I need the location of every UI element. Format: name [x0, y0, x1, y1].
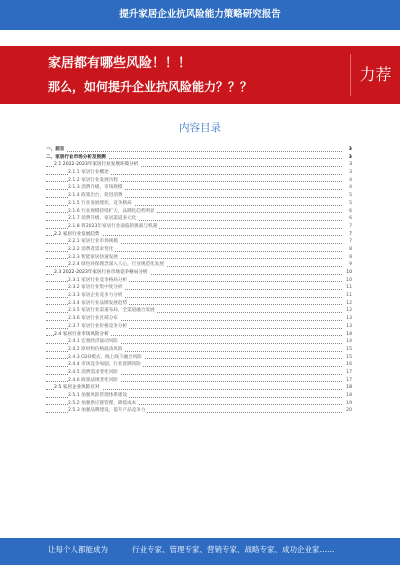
toc-page-number: 17 — [346, 377, 352, 383]
toc-page-number: 11 — [346, 293, 352, 299]
toc-entry-text: 2.1.5 行业发展现状，竞争格局 — [68, 200, 132, 206]
toc-page-number: 12 — [346, 300, 352, 306]
toc-page-number: 13 — [346, 316, 352, 322]
toc-entry-text: 2.4.5 消费需求变化风险 — [68, 369, 118, 375]
toc-entry-text: 2.5.2 加强供应链管理，降低成本 — [68, 400, 137, 406]
toc-page-number: 7 — [349, 231, 352, 237]
toc-entry[interactable] — [46, 354, 352, 362]
toc-entry-text: 2.5.1 加强风险管理体系建设 — [68, 393, 128, 398]
toc-page-number: 4 — [349, 177, 352, 183]
toc-page-number: 11 — [346, 285, 352, 291]
toc-entry[interactable] — [46, 384, 352, 392]
toc-entry[interactable] — [46, 361, 352, 369]
toc-entry-text: 2.4.6 政策法规变化风险 — [68, 377, 118, 383]
toc-entry-text: 2.1 2022-2023年家居行业发展环境分析 — [54, 162, 139, 168]
toc-page-number: 18 — [346, 385, 352, 391]
toc-leader-dots — [46, 151, 342, 152]
toc-entry-text: 2.1.7 消费升级，家居渠道多元化 — [68, 216, 137, 222]
report-title: 提升家居企业抗风险能力策略研究报告 — [119, 9, 281, 20]
toc-entry-text: 2.2.1 家居行业市场规模 — [68, 239, 118, 245]
toc-entry[interactable] — [46, 315, 352, 323]
toc-entry[interactable] — [46, 254, 352, 262]
toc-entry[interactable] — [46, 184, 352, 192]
toc-entry[interactable] — [46, 284, 352, 292]
toc-entry[interactable] — [46, 246, 352, 254]
toc-entry[interactable] — [46, 238, 352, 246]
toc-entry-text: 2.4.3 O2O模式、线上线下融合风险 — [68, 354, 142, 360]
footer-roles: 行业专家、管理专家、营销专家、战略专家、成功企业家…… — [132, 545, 335, 554]
toc-page-number: 15 — [346, 346, 352, 352]
toc-page-number: 20 — [346, 408, 352, 414]
brand-mark: 力荐 — [350, 54, 400, 96]
toc-entry-text: 2.3.1 家居行业竞争格局分析 — [68, 277, 128, 283]
toc-page-number: 13 — [346, 323, 352, 329]
toc-entry[interactable] — [46, 169, 352, 177]
toc-entry[interactable] — [46, 223, 352, 231]
toc-page-number: 4 — [349, 185, 352, 191]
toc-entry[interactable] — [46, 346, 352, 354]
toc-entry[interactable] — [46, 154, 352, 162]
toc-page-number: 10 — [346, 270, 352, 275]
toc-page-number: 12 — [346, 308, 352, 314]
toc-page-number: 6 — [349, 216, 352, 222]
toc-page-number: 5 — [349, 200, 352, 206]
toc-entry[interactable] — [46, 277, 352, 285]
toc-entry[interactable] — [46, 369, 352, 377]
toc-entry[interactable] — [46, 146, 352, 154]
toc-entry[interactable] — [46, 208, 352, 216]
toc-entry-text: 2.5.3 加强品牌建设，提升产品竞争力 — [68, 408, 146, 414]
toc-entry[interactable] — [46, 215, 352, 223]
banner-subheadline: 那么，如何提升企业抗风险能力？？？ — [48, 80, 253, 94]
toc-page-number: 8 — [349, 246, 352, 252]
toc-entry-text: 2.1.2 家居行业发展历程 — [68, 177, 118, 183]
toc-entry[interactable] — [46, 231, 352, 239]
toc-entry[interactable] — [46, 392, 352, 400]
toc-page-number: 15 — [346, 354, 352, 360]
toc-entry[interactable] — [46, 407, 352, 415]
toc-entry[interactable] — [46, 261, 352, 269]
toc-entry-text: 2.3.7 家居行业价格竞争分析 — [68, 323, 128, 329]
toc-entry[interactable] — [46, 377, 352, 385]
toc-entry-text: 2.1.8 将2023年家居行业面临的挑战与机遇 — [68, 223, 158, 229]
toc-entry-text: 2.2 家居行业发展趋势 — [54, 231, 100, 237]
toc-entry-text: 2.4.4 市场竞争加剧，行业洗牌风险 — [68, 362, 141, 368]
table-of-contents — [46, 146, 352, 415]
toc-page-number: 14 — [346, 339, 352, 345]
toc-entry-text: 2.3.3 家居企业竞争力分析 — [68, 293, 123, 299]
toc-entry[interactable] — [46, 200, 352, 208]
toc-entry-text: 2.4.2 原材料价格波动风险 — [68, 346, 123, 352]
toc-entry-text: 2.3.4 家居行业品牌发展趋势 — [68, 300, 128, 306]
toc-page-number: 8 — [349, 254, 352, 260]
toc-entry[interactable] — [46, 400, 352, 408]
footer-slogan: 让每个人都能成为 — [48, 545, 108, 554]
toc-page-number: 10 — [346, 277, 352, 283]
toc-page-number: 5 — [349, 193, 352, 199]
toc-page-number: 3 — [348, 147, 352, 152]
toc-entry-text: 2.3.5 家居行业渠道布局，全渠道融合发展 — [68, 308, 155, 314]
toc-page-number: 3 — [349, 162, 352, 168]
toc-title: 内容目录 — [179, 122, 221, 134]
toc-entry-text: 2.3.6 家居行业区域分布 — [68, 316, 118, 322]
toc-entry[interactable] — [46, 323, 352, 331]
report-header-bar — [0, 0, 400, 30]
toc-entry-text: 2.2.4 绿色环保理念深入人心，行业规范化发展 — [68, 262, 164, 268]
toc-page-number: 16 — [346, 362, 352, 368]
toc-entry[interactable] — [46, 292, 352, 300]
toc-entry-text: 2.1.3 消费升级，市场规模 — [68, 185, 123, 191]
toc-entry-text: 2.2.3 智能家居快速发展 — [68, 254, 118, 260]
toc-entry-text: 2.3 2022-2023年家居行业市场竞争格局分析 — [54, 270, 148, 275]
toc-page-number: 14 — [346, 331, 352, 337]
toc-entry-text: 2.1.4 政策出台，促进消费 — [68, 193, 123, 199]
toc-page-number: 9 — [349, 262, 352, 268]
toc-entry[interactable] — [46, 338, 352, 346]
toc-page-number: 7 — [349, 223, 352, 229]
toc-entry-text: 2.5 家居企业风险应对 — [54, 385, 100, 391]
toc-page-number: 17 — [346, 369, 352, 375]
toc-entry[interactable] — [46, 331, 352, 339]
toc-entry[interactable] — [46, 300, 352, 308]
toc-entry-text: 二、家居行业市场分析及预测 — [46, 154, 106, 160]
toc-entry-text: 2.2.2 消费者需求变化 — [68, 246, 114, 252]
toc-entry-text: 2.3.2 家居行业集中度分析 — [68, 285, 123, 291]
toc-page-number: 6 — [349, 208, 352, 214]
toc-page-number: 18 — [346, 393, 352, 398]
banner-headline: 家居都有哪些风险！！！ — [48, 56, 192, 71]
toc-entry-text: 2.4 家居行业市场风险分析 — [54, 331, 109, 337]
toc-page-number: 19 — [346, 400, 352, 406]
toc-entry-text: 一、前言 — [46, 147, 65, 152]
toc-page-number: 3 — [349, 170, 352, 176]
toc-entry[interactable] — [46, 161, 352, 169]
toc-entry[interactable] — [46, 307, 352, 315]
toc-page-number: 7 — [349, 239, 352, 245]
toc-page-number: 3 — [348, 154, 352, 160]
toc-entry-text: 2.1.1 家居行业概述 — [68, 170, 109, 176]
toc-entry[interactable] — [46, 177, 352, 185]
toc-entry[interactable] — [46, 269, 352, 277]
toc-entry[interactable] — [46, 192, 352, 200]
toc-entry-text: 2.1.6 行业规模持续扩大，品牌化趋势明显 — [68, 208, 155, 214]
toc-entry-text: 2.4.1 宏观经济波动风险 — [68, 339, 118, 345]
